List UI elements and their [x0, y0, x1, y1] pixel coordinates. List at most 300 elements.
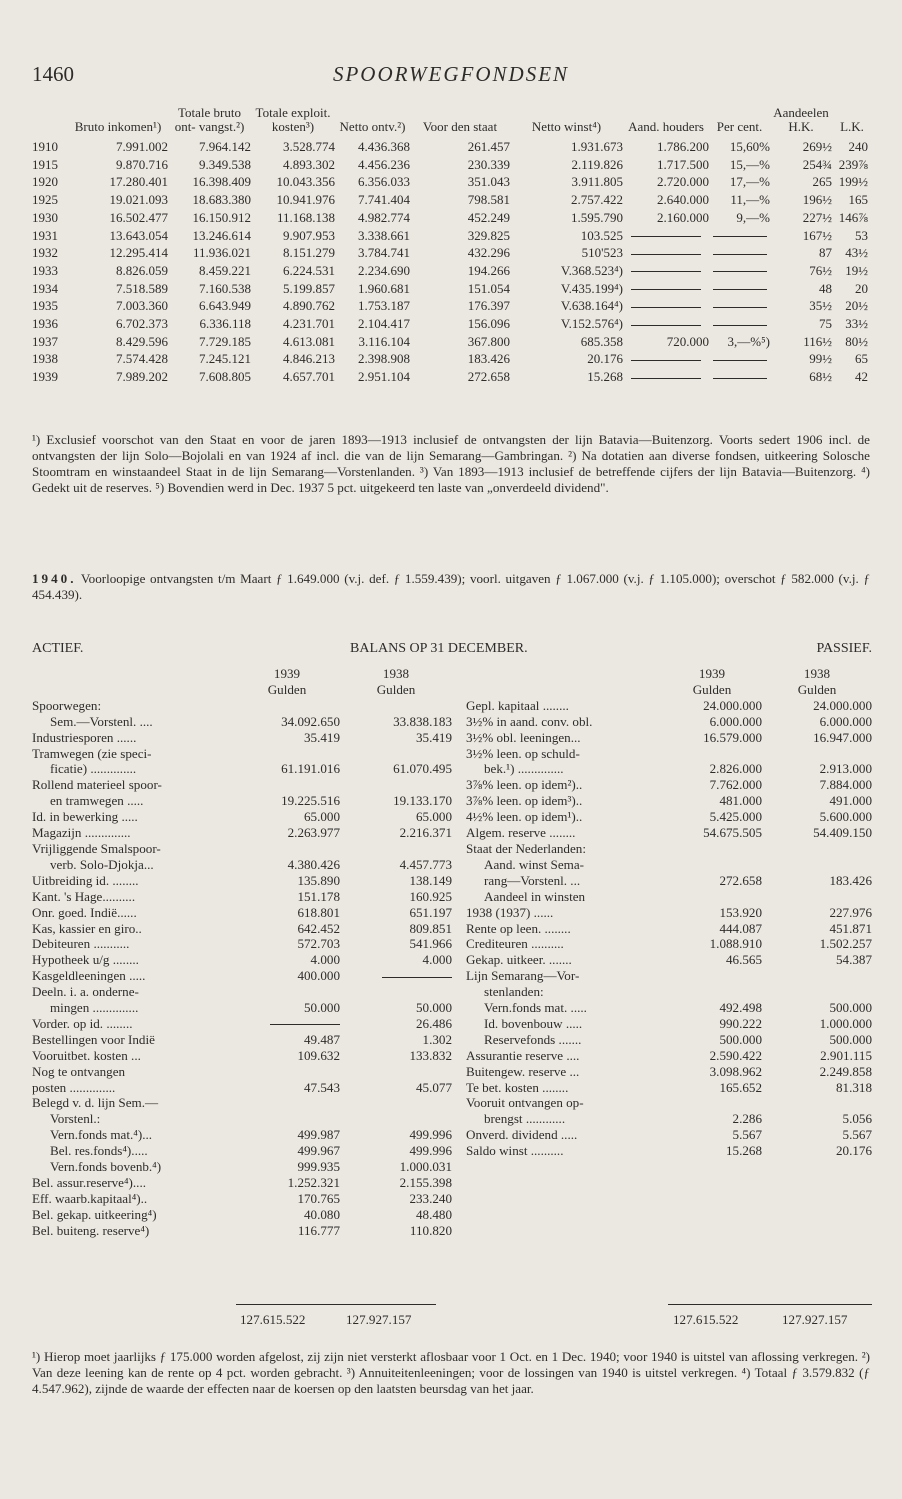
- balance-row: [32, 1159, 452, 1175]
- balance-row: [32, 1223, 452, 1239]
- balance-value: [340, 841, 452, 857]
- balance-label: Vooruit ontvangen op-: [466, 1095, 584, 1111]
- balance-value: [762, 1095, 872, 1111]
- balance-label: Algem. reserve ........: [466, 825, 576, 841]
- table-cell: 3,—%⁵): [727, 333, 770, 349]
- balance-value: 618.801: [297, 904, 340, 920]
- table-cell: 9.349.538: [199, 156, 251, 172]
- dash-line: [631, 271, 701, 272]
- table-cell: 15.268: [587, 369, 623, 385]
- table-cell: 5.199.857: [283, 280, 335, 296]
- balance-value: 3.098.962: [709, 1063, 762, 1079]
- balance-value: [340, 984, 452, 1000]
- table-cell: 19½: [845, 262, 868, 278]
- table-cell: 7.160.538: [199, 280, 251, 296]
- balance-row: [32, 1032, 452, 1048]
- actief-total-1938: 127.927.157: [346, 1312, 412, 1327]
- table-cell: 6.224.531: [283, 262, 335, 278]
- balance-value: [662, 857, 762, 873]
- table-cell: 4.890.762: [283, 298, 335, 314]
- page-header: [32, 62, 870, 90]
- balance-value: 5.600.000: [819, 809, 872, 825]
- table-cell: 227½: [802, 209, 832, 225]
- balance-value: 46.565: [725, 952, 762, 968]
- balance-row: [466, 761, 872, 777]
- balance-row: [32, 1207, 452, 1223]
- balance-label: ficatie) ..............: [50, 761, 137, 777]
- balance-value: 65.000: [303, 809, 340, 825]
- balance-label: Magazijn ..............: [32, 825, 131, 841]
- balance-value: 5.425.000: [709, 809, 762, 825]
- balance-row: [32, 873, 452, 889]
- balance-row: [466, 952, 872, 968]
- table-cell: 432.296: [467, 245, 510, 261]
- balance-value: 2.826.000: [709, 761, 762, 777]
- balance-label: 4½% leen. op idem¹)..: [466, 809, 583, 825]
- table-cell: [709, 227, 770, 245]
- balance-value: 1.000.000: [819, 1015, 872, 1031]
- table-cell: 1.960.681: [358, 280, 410, 296]
- table-cell: 7.245.121: [199, 351, 251, 367]
- table-row: [32, 297, 872, 315]
- balance-value: [662, 841, 762, 857]
- balance-value: 2.590.422: [709, 1047, 762, 1063]
- balance-passief: [466, 666, 872, 1159]
- balance-label: posten ..............: [32, 1079, 116, 1095]
- balance-row: [32, 857, 452, 873]
- table-cell: 68½: [809, 369, 832, 385]
- balance-label: Spoorwegen:: [32, 697, 102, 713]
- balance-value: [762, 968, 872, 984]
- balance-row: [32, 809, 452, 825]
- balance-label: Debiteuren ...........: [32, 936, 130, 952]
- dash-line: [713, 254, 767, 255]
- balance-value: [340, 698, 452, 714]
- balance-value: 50.000: [415, 1000, 452, 1016]
- balance-value: 481.000: [719, 793, 762, 809]
- dash-line: [631, 378, 701, 379]
- year-header-row: [466, 666, 872, 682]
- balance-value: 35.419: [303, 729, 340, 745]
- balance-value: 50.000: [303, 1000, 340, 1016]
- balance-label: Vorder. op id. ........: [32, 1015, 133, 1031]
- statistics-table-body: [32, 138, 872, 386]
- balance-value: [340, 746, 452, 762]
- balance-row: [466, 936, 872, 952]
- balance-value: 227.976: [829, 904, 872, 920]
- table-cell: 2.720.000: [657, 174, 709, 190]
- balance-value: [340, 1095, 452, 1111]
- table-cell: 156.096: [467, 316, 510, 332]
- balance-label: Kant. 's Hage..........: [32, 888, 136, 904]
- table-cell: [623, 350, 709, 368]
- column-header: Voor den staat: [422, 119, 498, 134]
- table-row: [32, 333, 872, 351]
- balance-title: BALANS OP 31 DECEMBER.: [350, 641, 528, 656]
- balance-label: Kasgeldleeningen .....: [32, 968, 146, 984]
- balance-value: 272.658: [719, 872, 762, 888]
- balance-label: Lijn Semarang—Vor-: [466, 968, 580, 984]
- dash-line: [631, 254, 701, 255]
- table-cell: 7.964.142: [199, 139, 251, 154]
- row-year: 1938: [32, 351, 58, 367]
- actief-body: [32, 666, 452, 1239]
- balance-value: 7.762.000: [709, 777, 762, 793]
- table-cell: 17,—%: [729, 174, 770, 190]
- statistics-table: [32, 106, 872, 386]
- table-row: [32, 138, 872, 156]
- table-cell: 6.702.373: [116, 316, 168, 332]
- table-cell: 230.339: [467, 156, 510, 172]
- balance-value: 1.000.031: [399, 1159, 452, 1175]
- balance-value: 151.178: [297, 888, 340, 904]
- table-cell: 18.683.380: [192, 192, 251, 208]
- table-row: [32, 191, 872, 209]
- balance-label: stenlanden:: [484, 984, 544, 1000]
- row-year: 1915: [32, 156, 58, 172]
- balance-value: 400.000: [297, 968, 340, 984]
- table-cell: 7.608.805: [199, 369, 251, 385]
- balance-value: 541.966: [409, 936, 452, 952]
- balance-label: Bestellingen voor Indië: [32, 1031, 155, 1047]
- table-cell: 720.000: [666, 333, 709, 349]
- row-year: 1925: [32, 192, 58, 208]
- table-cell: 261.457: [467, 139, 510, 154]
- balance-value: 48.480: [415, 1206, 452, 1222]
- balance-value: [234, 1016, 340, 1032]
- balance-value: 26.486: [415, 1015, 452, 1031]
- actief-label: ACTIEF.: [32, 641, 84, 656]
- balance-value: 54.387: [835, 952, 872, 968]
- table-cell: 7.991.002: [116, 139, 168, 154]
- table-cell: V.435.199⁴): [560, 280, 623, 296]
- column-header: L.K.: [840, 119, 864, 134]
- balance-label: Uitbreiding id. ........: [32, 872, 139, 888]
- table-row: [32, 280, 872, 298]
- balance-value: 1.088.910: [709, 936, 762, 952]
- unit-label: Gulden: [267, 681, 307, 697]
- passief-total-rule: [668, 1304, 872, 1305]
- balance-value: 499.996: [409, 1127, 452, 1143]
- table-cell: 11.936.021: [192, 245, 251, 261]
- balance-label: Bel. buiteng. reserve⁴): [32, 1222, 150, 1238]
- balance-value: 47.543: [303, 1079, 340, 1095]
- dash-line: [713, 378, 767, 379]
- table-cell: 99½: [809, 351, 832, 367]
- balance-value: 54.409.150: [813, 825, 872, 841]
- table-cell: 3.338.661: [358, 227, 410, 243]
- balance-value: 160.925: [409, 888, 452, 904]
- dash-line: [631, 289, 701, 290]
- row-year: 1934: [32, 280, 58, 296]
- table-cell: 8.429.596: [116, 333, 168, 349]
- table-cell: [709, 297, 770, 315]
- table-cell: 351.043: [467, 174, 510, 190]
- unit-header-row: [466, 682, 872, 698]
- table-cell: 12.295.414: [109, 245, 168, 261]
- table-cell: [709, 244, 770, 262]
- balance-row: [466, 1032, 872, 1048]
- balance-label: Aandeel in winsten: [484, 888, 586, 904]
- balance-value: 651.197: [409, 904, 452, 920]
- balance-label: Vooruitbet. kosten ...: [32, 1047, 141, 1063]
- balance-value: 2.263.977: [287, 825, 340, 841]
- balance-label: Industriesporen ......: [32, 729, 137, 745]
- balance-row: [32, 1111, 452, 1127]
- balance-label: Te bet. kosten ........: [466, 1079, 569, 1095]
- year-header-row: [32, 666, 452, 682]
- year-1939: 1939: [698, 666, 726, 681]
- balance-value: 451.871: [829, 920, 872, 936]
- dash-line: [713, 271, 767, 272]
- year-1938: 1938: [382, 666, 410, 681]
- balance-value: 572.703: [297, 936, 340, 952]
- balance-label: Eff. waarb.kapitaal⁴)..: [32, 1190, 148, 1206]
- table-cell: 146⅞: [838, 209, 868, 225]
- table-row: [32, 315, 872, 333]
- balance-value: 61.191.016: [281, 761, 340, 777]
- balance-label: Crediteuren ..........: [466, 936, 564, 952]
- balance-value: 20.176: [835, 1143, 872, 1159]
- balance-row: [466, 1095, 872, 1111]
- table-cell: 165: [848, 192, 868, 208]
- balance-row: [32, 1080, 452, 1096]
- balance-value: [662, 968, 762, 984]
- balance-row: [466, 905, 872, 921]
- dash-line: [382, 977, 452, 978]
- balance-row: [466, 968, 872, 984]
- balance-value: [234, 1095, 340, 1111]
- balance-label: en tramwegen .....: [50, 793, 144, 809]
- balance-row: [466, 809, 872, 825]
- balance-value: 34.092.650: [281, 713, 340, 729]
- table-cell: 4.982.774: [358, 209, 410, 225]
- table-cell: 265: [812, 174, 832, 190]
- balance-value: 5.056: [842, 1111, 872, 1127]
- table-cell: 11.168.138: [276, 209, 335, 225]
- balance-value: 4.380.426: [287, 856, 340, 872]
- column-header: Per cent.: [716, 119, 763, 134]
- balance-value: 500.000: [719, 1031, 762, 1047]
- table-cell: 75: [819, 316, 832, 332]
- table-cell: 7.989.202: [116, 369, 168, 385]
- row-year: 1910: [32, 139, 58, 154]
- table-cell: [623, 244, 709, 262]
- balance-row: [32, 1175, 452, 1191]
- dash-line: [713, 236, 767, 237]
- balance-label: Bel. assur.reserve⁴)....: [32, 1175, 147, 1190]
- dash-line: [713, 360, 767, 361]
- balance-label: rang—Vorstenl. ...: [484, 872, 581, 888]
- table-cell: 2.757.422: [571, 192, 623, 208]
- balance-label: Staat der Nederlanden:: [466, 840, 586, 856]
- balance-value: 19.225.516: [281, 793, 340, 809]
- row-year: 1932: [32, 245, 58, 261]
- balance-value: [340, 1064, 452, 1080]
- balance-row: [466, 1080, 872, 1096]
- balance-label: bek.¹) ..............: [484, 761, 564, 777]
- balance-value: [662, 984, 762, 1000]
- year-1938: 1938: [803, 666, 831, 681]
- balance-value: [762, 841, 872, 857]
- balance-row: [32, 936, 452, 952]
- balance-row: [466, 1127, 872, 1143]
- balance-label: Saldo winst ..........: [466, 1143, 564, 1159]
- balance-value: 16.947.000: [813, 729, 872, 745]
- balance-value: 4.000: [310, 952, 340, 968]
- passief-label: PASSIEF.: [816, 641, 872, 656]
- balance-label: Vern.fonds mat. .....: [484, 1000, 587, 1016]
- balance-value: 35.419: [415, 729, 452, 745]
- balance-value: 999.935: [297, 1159, 340, 1175]
- balance-value: [234, 984, 340, 1000]
- balance-value: 24.000.000: [703, 697, 762, 713]
- balance-label: verb. Solo-Djokja...: [50, 856, 154, 872]
- table-cell: 2.951.104: [358, 369, 410, 385]
- table-cell: 151.054: [467, 280, 510, 296]
- balance-label: Vern.fonds bovenb.⁴): [50, 1159, 162, 1175]
- balance-value: 492.498: [719, 1000, 762, 1016]
- balance-value: [662, 746, 762, 762]
- column-header: Netto winst⁴): [531, 119, 602, 134]
- unit-label: Gulden: [797, 681, 837, 697]
- table-cell: 196½: [802, 192, 832, 208]
- balance-value: 642.452: [297, 920, 340, 936]
- balance-row: [32, 1064, 452, 1080]
- dash-line: [713, 289, 767, 290]
- table-cell: 48: [819, 280, 832, 296]
- balance-value: 54.675.505: [703, 825, 762, 841]
- balance-label: Rente op leen. ........: [466, 920, 571, 936]
- balance-value: 116.777: [297, 1222, 340, 1238]
- table-cell: 7.729.185: [199, 333, 251, 349]
- table-cell: 17.280.401: [109, 174, 168, 190]
- table-cell: [623, 280, 709, 298]
- balance-value: 135.890: [297, 872, 340, 888]
- balance-value: 1.252.321: [287, 1175, 340, 1190]
- balance-label: Nog te ontvangen: [32, 1063, 126, 1079]
- table-cell: [709, 368, 770, 386]
- table-cell: [623, 227, 709, 245]
- table-cell: 2.398.908: [358, 351, 410, 367]
- year-1940-text: Voorloopige ontvangsten t/m Maart ƒ 1.649.000 (v.j. def. ƒ 1.559.439); voorl. uitgaven ƒ 1.067.000 (v.j. ƒ 1.105.000); overschot ƒ 582.000 (v.j. ƒ 454.439).: [32, 571, 870, 602]
- balance-label: Bel. res.fonds⁴).....: [50, 1143, 148, 1159]
- table-row: [32, 368, 872, 386]
- balance-label: Id. in bewerking .....: [32, 809, 138, 825]
- balance-value: [234, 777, 340, 793]
- table-row: [32, 209, 872, 227]
- column-header: [32, 106, 68, 138]
- dash-line: [631, 360, 701, 361]
- balance-value: 1.502.257: [819, 936, 872, 952]
- table-cell: 20: [855, 280, 868, 296]
- balance-row: [466, 1016, 872, 1032]
- balance-row: [466, 1064, 872, 1080]
- column-header: Netto ontv.²): [339, 119, 406, 134]
- dash-line: [631, 307, 701, 308]
- table-cell: 16.502.477: [109, 209, 168, 225]
- table-cell: 194.266: [467, 262, 510, 278]
- balance-value: 109.632: [297, 1047, 340, 1063]
- table-cell: V.368.523⁴): [560, 262, 623, 278]
- footnotes-table: ¹) Exclusief voorschot van den Staat en voor de jaren 1893—1913 inclusief de ontvangsten der lijn Batavia—Buitenzorg. Voorts sedert 1906 incl. de ontvangsten der lijn Solo—Bojolali en van 1924 af incl. die van de lijn Semarang—Gambringan. ²) Na dotatien aan diverse fondsen, uitkeering Solosche Stoomtram en winstaandeel Staat in de lijn Semarang—Vorstenlanden. ³) Van 1893—1913 inclusief de betreffende cijfers der lijn Batavia—Buitenzorg. ⁴) Gedekt uit de reserves. ⁵) Bovendien werd in Dec. 1937 5 pct. uitgekeerd ten laste van „onverdeeld dividend".: [32, 432, 870, 495]
- table-cell: 3.911.805: [571, 174, 623, 190]
- balance-value: 5.567: [732, 1127, 762, 1143]
- balance-row: [32, 714, 452, 730]
- table-cell: 4.231.701: [283, 316, 335, 332]
- balance-value: 19.133.170: [393, 793, 452, 809]
- balance-row: [466, 873, 872, 889]
- balance-label: Sem.—Vorstenl. ....: [50, 713, 153, 729]
- table-cell: 2.119.826: [571, 156, 623, 172]
- balance-label: Deeln. i. a. onderne-: [32, 984, 139, 1000]
- balance-value: 65.000: [415, 809, 452, 825]
- table-row: [32, 350, 872, 368]
- dash-line: [631, 236, 701, 237]
- balance-value: 81.318: [835, 1079, 872, 1095]
- dash-line: [713, 307, 767, 308]
- balance-label: 3½% obl. leeningen...: [466, 729, 581, 745]
- balance-value: [662, 889, 762, 905]
- balance-value: 45.077: [415, 1079, 452, 1095]
- balance-row: [32, 1191, 452, 1207]
- balance-value: 491.000: [829, 793, 872, 809]
- table-cell: 53: [855, 227, 868, 243]
- balance-label: 3⅞% leen. op idem³)..: [466, 793, 583, 809]
- table-cell: 16.398.409: [192, 174, 251, 190]
- balance-row: [32, 1143, 452, 1159]
- balance-value: [340, 777, 452, 793]
- table-row: [32, 262, 872, 280]
- balance-row: [466, 889, 872, 905]
- balance-value: [234, 746, 340, 762]
- table-cell: 10.043.356: [276, 174, 335, 190]
- table-cell: 240: [848, 139, 868, 154]
- balance-row: [32, 777, 452, 793]
- balance-row: [466, 714, 872, 730]
- balance-value: 4.457.773: [399, 856, 452, 872]
- balance-value: 2.286: [732, 1111, 762, 1127]
- table-cell: 65: [855, 351, 868, 367]
- table-row: [32, 156, 872, 174]
- balance-value: 138.149: [409, 872, 452, 888]
- table-cell: 3.116.104: [358, 333, 410, 349]
- balance-value: 153.920: [719, 904, 762, 920]
- table-cell: 7.574.428: [116, 351, 168, 367]
- table-cell: 7.518.589: [116, 280, 168, 296]
- table-cell: 3.528.774: [283, 139, 335, 154]
- table-cell: 1.786.200: [657, 139, 709, 154]
- balance-value: 33.838.183: [393, 713, 452, 729]
- dash-line: [270, 1024, 340, 1025]
- table-cell: 4.613.081: [283, 333, 335, 349]
- unit-header-row: [32, 682, 452, 698]
- table-cell: 9.907.953: [283, 227, 335, 243]
- balance-value: 61.070.495: [393, 761, 452, 777]
- balance-row: [32, 889, 452, 905]
- balance-row: [466, 1143, 872, 1159]
- table-cell: [709, 315, 770, 333]
- row-year: 1935: [32, 298, 58, 314]
- table-cell: 15,60%: [729, 139, 770, 154]
- table-header-row: [32, 106, 872, 138]
- table-row: [32, 227, 872, 245]
- table-cell: 239⅞: [838, 156, 868, 172]
- balance-row: [32, 1127, 452, 1143]
- table-cell: 798.581: [467, 192, 510, 208]
- balance-value: 1.302: [422, 1031, 452, 1047]
- table-cell: 9,—%: [736, 209, 770, 225]
